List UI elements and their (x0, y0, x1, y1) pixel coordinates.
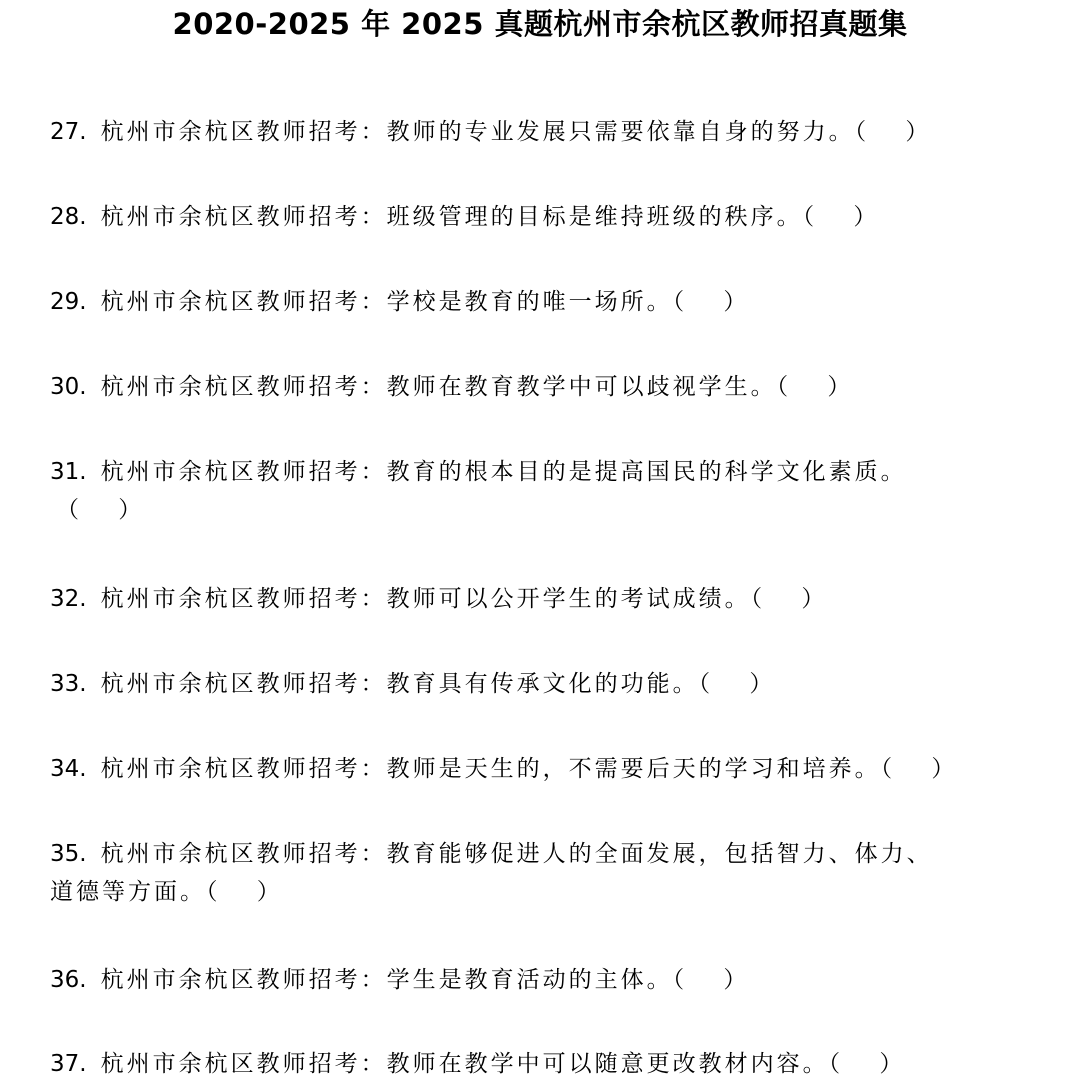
question-item (50, 1045, 1050, 1083)
question-number: 27. (50, 119, 87, 145)
question-item (50, 750, 1050, 788)
question-text: 杭州市余杭区教师招考：教育的根本目的是提高国民的科学文化素质。 (100, 459, 907, 485)
question-continuation: 道德等方面。（ ） (50, 879, 283, 905)
question-number: 32. (50, 586, 87, 612)
question-number: 29. (50, 289, 87, 315)
document-title: 2020-2025 年 2025 真题杭州市余杭区教师招真题集 (172, 7, 908, 41)
question-text: 杭州市余杭区教师招考：教师在教育教学中可以歧视学生。（ ） (100, 374, 854, 400)
question-text: 杭州市余杭区教师招考：教师在教学中可以随意更改教材内容。（ ） (100, 1051, 906, 1077)
question-item (50, 835, 1050, 911)
question-continuation: （ ） (56, 497, 145, 523)
question-item (50, 113, 1050, 151)
question-number: 36. (50, 967, 87, 993)
question-text: 杭州市余杭区教师招考：教师是天生的，不需要后天的学习和培养。（ ） (100, 756, 958, 782)
question-text: 杭州市余杭区教师招考：学校是教育的唯一场所。（ ） (100, 289, 750, 315)
question-item (50, 580, 1050, 618)
question-number: 28. (50, 204, 87, 230)
question-text: 杭州市余杭区教师招考：教育能够促进人的全面发展，包括智力、体力、 (100, 841, 933, 867)
question-number: 33. (50, 671, 87, 697)
question-number: 30. (50, 374, 87, 400)
question-text: 杭州市余杭区教师招考：班级管理的目标是维持班级的秩序。（ ） (100, 204, 880, 230)
question-item (50, 283, 1050, 321)
question-text: 杭州市余杭区教师招考：学生是教育活动的主体。（ ） (100, 967, 750, 993)
question-text: 杭州市余杭区教师招考：教师的专业发展只需要依靠自身的努力。（ ） (100, 119, 932, 145)
question-number: 35. (50, 841, 87, 867)
question-text: 杭州市余杭区教师招考：教师可以公开学生的考试成绩。（ ） (100, 586, 828, 612)
question-item (50, 665, 1050, 703)
question-item (50, 198, 1050, 236)
question-item (50, 368, 1050, 406)
question-number: 34. (50, 756, 87, 782)
question-text: 杭州市余杭区教师招考：教育具有传承文化的功能。（ ） (100, 671, 776, 697)
question-item (50, 453, 1050, 529)
question-item (50, 961, 1050, 999)
question-number: 37. (50, 1051, 87, 1077)
question-number: 31. (50, 459, 87, 485)
